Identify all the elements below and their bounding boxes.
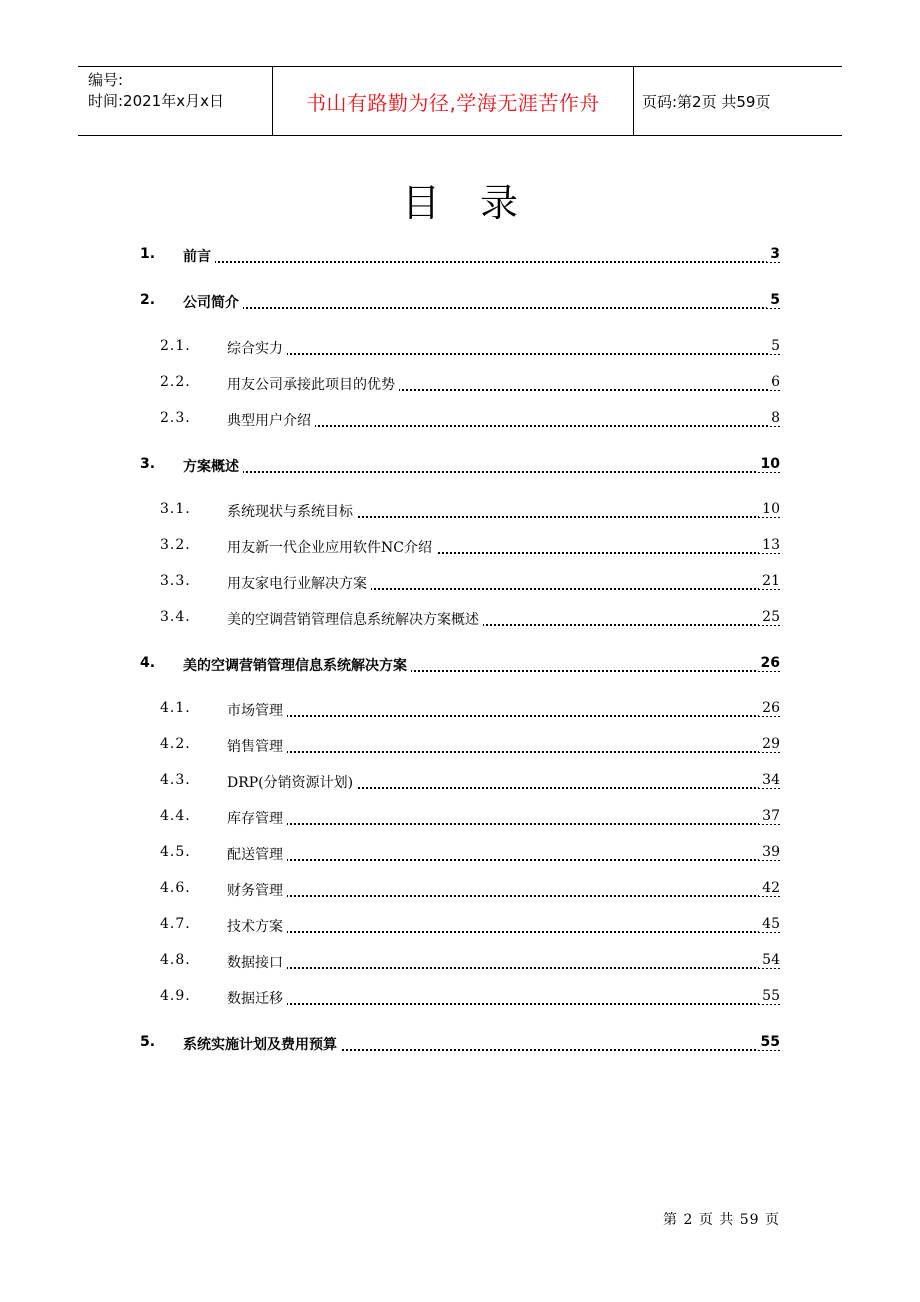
toc-entry-label: DRP(分销资源计划) [227,772,357,792]
header-page-info: 页码:第2页 共59页 [642,92,771,111]
toc-entry[interactable] [0,609,920,631]
toc-entry-label: 美的空调营销管理信息系统解决方案 [183,655,411,675]
page-header [78,66,842,136]
toc-entry-page: 3 [767,246,780,262]
toc-entry-label: 数据迁移 [227,988,287,1008]
toc-entry-label: 用友家电行业解决方案 [227,573,371,593]
toc-dot-leader [183,261,780,263]
toc-entry-label: 前言 [183,246,215,266]
toc-entry-label: 配送管理 [227,844,287,864]
page-title: 目录 [401,181,558,225]
toc-entry-number: 4. [140,655,156,671]
toc-dot-leader [227,859,780,861]
header-motto-cell [272,67,634,135]
toc-entry-label: 用友新一代企业应用软件NC介绍 [227,537,436,557]
toc-entry-number: 4.9. [160,988,191,1004]
toc-entry[interactable] [0,374,920,396]
document-number-label: 编号: [88,71,124,89]
toc-entry[interactable] [0,573,920,595]
toc-entry-label: 方案概述 [183,456,243,476]
toc-entry-label: 销售管理 [227,736,287,756]
toc-entry-page: 13 [759,537,780,553]
toc-entry[interactable] [0,655,920,677]
toc-entry-label: 系统现状与系统目标 [227,501,357,521]
toc-entry[interactable] [0,501,920,523]
toc-dot-leader [227,715,780,717]
toc-entry-page: 8 [768,410,780,426]
toc-entry-label: 美的空调营销管理信息系统解决方案概述 [227,609,483,629]
toc-entry-page: 5 [768,338,780,354]
toc-entry-number: 1. [140,246,156,262]
toc-entry-page: 10 [758,456,780,472]
toc-entry[interactable] [0,772,920,794]
toc-entry-number: 3.3. [160,573,191,589]
toc-entry-label: 市场管理 [227,700,287,720]
toc-entry-page: 21 [759,573,780,589]
toc-entry-label: 库存管理 [227,808,287,828]
toc-entry-page: 54 [759,952,780,968]
toc-entry[interactable] [0,537,920,559]
toc-entry-page: 55 [759,988,780,1004]
toc-entry-number: 4.2. [160,736,191,752]
toc-entry-label: 典型用户介绍 [227,410,315,430]
toc-entry-number: 4.8. [160,952,191,968]
toc-entry-number: 4.6. [160,880,191,896]
header-meta-cell [78,67,272,135]
toc-entry[interactable] [0,736,920,758]
toc-entry[interactable] [0,292,920,314]
toc-dot-leader [227,823,780,825]
toc-entry[interactable] [0,246,920,268]
document-date: 时间:2021年x月x日 [88,92,224,110]
toc-entry-number: 2.3. [160,410,191,426]
toc-entry-number: 3.2. [160,537,191,553]
toc-entry-number: 3.1. [160,501,191,517]
toc-entry-number: 3.4. [160,609,191,625]
toc-entry-page: 6 [768,374,780,390]
toc-entry[interactable] [0,700,920,722]
toc-entry-label: 公司简介 [183,292,243,312]
toc-dot-leader [183,471,780,473]
toc-entry-label: 数据接口 [227,952,287,972]
toc-entry[interactable] [0,1034,920,1056]
toc-dot-leader [227,1003,780,1005]
toc-entry[interactable] [0,988,920,1010]
toc-entry-page: 10 [759,501,780,517]
toc-entry-page: 42 [759,880,780,896]
toc-entry-page: 37 [759,808,780,824]
toc-dot-leader [227,353,780,355]
toc-entry-page: 45 [759,916,780,932]
toc-entry-page: 34 [759,772,780,788]
page-footer: 第 2 页 共 59 页 [663,1212,780,1228]
toc-entry[interactable] [0,808,920,830]
toc-entry-number: 2.2. [160,374,191,390]
toc-entry-label: 用友公司承接此项目的优势 [227,374,399,394]
toc-entry[interactable] [0,952,920,974]
toc-dot-leader [227,967,780,969]
toc-entry[interactable] [0,410,920,432]
toc-dot-leader [227,751,780,753]
toc-entry-page: 26 [758,655,780,671]
toc-entry-number: 3. [140,456,156,472]
header-page-cell [634,67,842,135]
toc-entry-number: 4.5. [160,844,191,860]
toc-entry[interactable] [0,880,920,902]
toc-entry-label: 技术方案 [227,916,287,936]
toc-entry-number: 4.3. [160,772,191,788]
toc-entry-label: 系统实施计划及费用预算 [183,1034,341,1054]
toc-entry-page: 25 [759,609,780,625]
toc-entry-page: 55 [758,1034,780,1050]
toc-entry[interactable] [0,916,920,938]
toc-entry-number: 4.4. [160,808,191,824]
toc-entry[interactable] [0,456,920,478]
toc-entry-label: 综合实力 [227,338,287,358]
toc-entry-page: 5 [767,292,780,308]
toc-entry-number: 2.1. [160,338,191,354]
toc-entry-number: 2. [140,292,156,308]
header-motto: 书山有路勤为径,学海无涯苦作舟 [306,90,600,115]
toc-entry-number: 5. [140,1034,156,1050]
toc-entry[interactable] [0,338,920,360]
toc-entry-number: 4.7. [160,916,191,932]
toc-entry[interactable] [0,844,920,866]
toc-dot-leader [227,895,780,897]
toc-entry-number: 4.1. [160,700,191,716]
toc-dot-leader [183,307,780,309]
toc-dot-leader [227,931,780,933]
toc-entry-label: 财务管理 [227,880,287,900]
toc-entry-page: 26 [759,700,780,716]
toc-entry-page: 29 [759,736,780,752]
toc-entry-page: 39 [759,844,780,860]
